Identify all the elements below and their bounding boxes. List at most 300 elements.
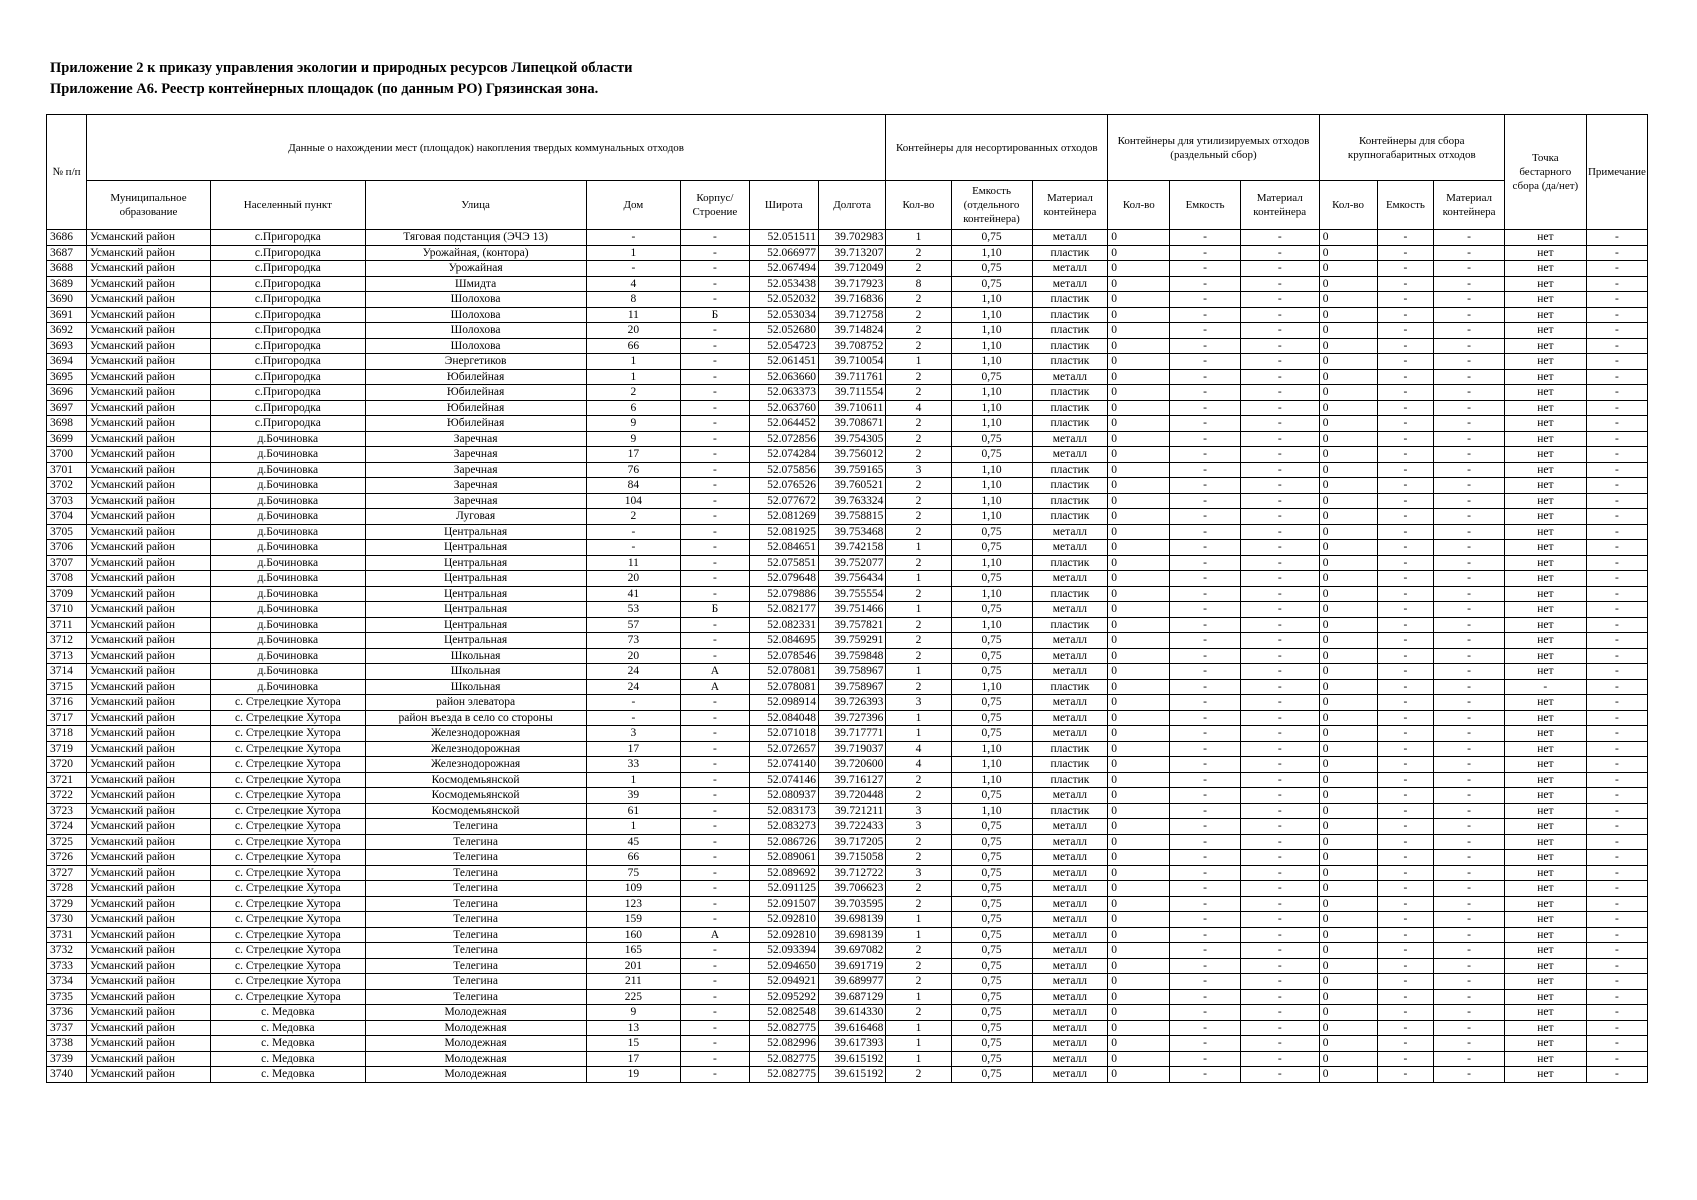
- table-row: [47, 974, 1648, 990]
- cell-cap3: -: [1377, 819, 1434, 835]
- cell-cap1: 0,75: [951, 276, 1032, 292]
- cell-qty1: 2: [886, 679, 951, 695]
- cell-cap3: -: [1377, 958, 1434, 974]
- cell-mat2: -: [1240, 261, 1319, 277]
- cell-lat: 52.082775: [749, 1067, 818, 1083]
- cell-building: -: [681, 524, 749, 540]
- cell-num: 3724: [47, 819, 87, 835]
- cell-num: 3722: [47, 788, 87, 804]
- cell-house: 17: [586, 741, 681, 757]
- cell-building: -: [681, 974, 749, 990]
- cell-house: 73: [586, 633, 681, 649]
- cell-lat: 52.084048: [749, 710, 818, 726]
- cell-lon: 39.720600: [818, 757, 885, 773]
- cell-num: 3696: [47, 385, 87, 401]
- table-row: [47, 834, 1648, 850]
- cell-building: -: [681, 633, 749, 649]
- cell-mat2: -: [1240, 912, 1319, 928]
- cell-note: -: [1586, 757, 1647, 773]
- cell-mat2: -: [1240, 292, 1319, 308]
- cell-note: -: [1586, 431, 1647, 447]
- cell-qty1: 2: [886, 261, 951, 277]
- cell-cap2: -: [1170, 555, 1240, 571]
- cell-cap2: -: [1170, 586, 1240, 602]
- cell-note: -: [1586, 385, 1647, 401]
- cell-qty3: 0: [1319, 648, 1377, 664]
- cell-num: 3721: [47, 772, 87, 788]
- cell-lat: 52.082775: [749, 1020, 818, 1036]
- cell-point: нет: [1504, 338, 1586, 354]
- cell-cap1: 0,75: [951, 726, 1032, 742]
- cell-qty3: 0: [1319, 400, 1377, 416]
- cell-mat1: металл: [1032, 974, 1108, 990]
- cell-qty1: 2: [886, 509, 951, 525]
- table-row: [47, 416, 1648, 432]
- cell-point: нет: [1504, 989, 1586, 1005]
- container-sites-table: [46, 114, 1648, 1083]
- cell-cap3: -: [1377, 741, 1434, 757]
- cell-street: Космодемьянской: [365, 788, 586, 804]
- cell-qty2: 0: [1108, 276, 1170, 292]
- cell-mat3: -: [1434, 1036, 1505, 1052]
- cell-num: 3714: [47, 664, 87, 680]
- cell-qty1: 1: [886, 571, 951, 587]
- cell-point: нет: [1504, 1051, 1586, 1067]
- cell-mat2: -: [1240, 571, 1319, 587]
- cell-qty2: 0: [1108, 1036, 1170, 1052]
- title-line-1: Приложение 2 к приказу управления экологии и природных ресурсов Липецкой области: [50, 60, 633, 76]
- cell-municipality: Усманский район: [86, 664, 210, 680]
- cell-note: -: [1586, 509, 1647, 525]
- cell-qty3: 0: [1319, 881, 1377, 897]
- cell-mat3: -: [1434, 896, 1505, 912]
- cell-lat: 52.078081: [749, 679, 818, 695]
- header-bulky-group: Контейнеры для сбора крупногабаритных отходов: [1319, 115, 1504, 181]
- cell-building: -: [681, 819, 749, 835]
- cell-building: -: [681, 1067, 749, 1083]
- cell-qty3: 0: [1319, 788, 1377, 804]
- cell-cap1: 0,75: [951, 447, 1032, 463]
- cell-settlement: д.Бочиновка: [211, 617, 366, 633]
- cell-qty2: 0: [1108, 881, 1170, 897]
- cell-cap3: -: [1377, 524, 1434, 540]
- cell-note: -: [1586, 974, 1647, 990]
- cell-note: -: [1586, 772, 1647, 788]
- cell-num: 3732: [47, 943, 87, 959]
- cell-mat2: -: [1240, 602, 1319, 618]
- cell-lon: 39.760521: [818, 478, 885, 494]
- cell-num: 3737: [47, 1020, 87, 1036]
- cell-num: 3697: [47, 400, 87, 416]
- cell-mat2: -: [1240, 741, 1319, 757]
- cell-mat1: пластик: [1032, 803, 1108, 819]
- cell-cap2: -: [1170, 1005, 1240, 1021]
- cell-mat1: металл: [1032, 1036, 1108, 1052]
- cell-lat: 52.092810: [749, 927, 818, 943]
- cell-num: 3739: [47, 1051, 87, 1067]
- cell-point: нет: [1504, 633, 1586, 649]
- cell-house: 84: [586, 478, 681, 494]
- cell-qty1: 1: [886, 912, 951, 928]
- cell-num: 3740: [47, 1067, 87, 1083]
- cell-cap2: -: [1170, 509, 1240, 525]
- cell-qty2: 0: [1108, 664, 1170, 680]
- cell-cap1: 1,10: [951, 555, 1032, 571]
- header-house: Дом: [586, 181, 681, 230]
- cell-note: -: [1586, 1005, 1647, 1021]
- cell-lon: 39.757821: [818, 617, 885, 633]
- table-row: [47, 1067, 1648, 1083]
- cell-cap3: -: [1377, 695, 1434, 711]
- cell-num: 3725: [47, 834, 87, 850]
- cell-mat3: -: [1434, 493, 1505, 509]
- cell-settlement: д.Бочиновка: [211, 540, 366, 556]
- cell-qty2: 0: [1108, 385, 1170, 401]
- cell-mat2: -: [1240, 276, 1319, 292]
- cell-mat3: -: [1434, 292, 1505, 308]
- table-row: [47, 602, 1648, 618]
- table-row: [47, 338, 1648, 354]
- cell-note: -: [1586, 1067, 1647, 1083]
- cell-point: нет: [1504, 416, 1586, 432]
- cell-cap1: 0,75: [951, 1067, 1032, 1083]
- cell-cap1: 0,75: [951, 1005, 1032, 1021]
- cell-cap1: 0,75: [951, 664, 1032, 680]
- cell-building: -: [681, 710, 749, 726]
- cell-point: нет: [1504, 710, 1586, 726]
- cell-municipality: Усманский район: [86, 633, 210, 649]
- cell-building: -: [681, 416, 749, 432]
- cell-municipality: Усманский район: [86, 307, 210, 323]
- cell-mat2: -: [1240, 493, 1319, 509]
- cell-qty3: 0: [1319, 850, 1377, 866]
- cell-lon: 39.698139: [818, 927, 885, 943]
- cell-house: 3: [586, 726, 681, 742]
- cell-cap3: -: [1377, 338, 1434, 354]
- cell-street: Телегина: [365, 896, 586, 912]
- cell-mat2: -: [1240, 989, 1319, 1005]
- cell-mat2: -: [1240, 462, 1319, 478]
- cell-street: Центральная: [365, 524, 586, 540]
- cell-cap3: -: [1377, 555, 1434, 571]
- cell-mat1: металл: [1032, 633, 1108, 649]
- cell-mat1: пластик: [1032, 385, 1108, 401]
- cell-municipality: Усманский район: [86, 400, 210, 416]
- cell-street: Юбилейная: [365, 369, 586, 385]
- cell-mat1: металл: [1032, 447, 1108, 463]
- cell-municipality: Усманский район: [86, 1051, 210, 1067]
- cell-cap3: -: [1377, 245, 1434, 261]
- table-row: [47, 726, 1648, 742]
- cell-settlement: с. Стрелецкие Хутора: [211, 850, 366, 866]
- cell-cap1: 0,75: [951, 710, 1032, 726]
- cell-mat1: пластик: [1032, 493, 1108, 509]
- cell-qty3: 0: [1319, 354, 1377, 370]
- cell-mat3: -: [1434, 586, 1505, 602]
- cell-settlement: с.Пригородка: [211, 338, 366, 354]
- cell-point: нет: [1504, 245, 1586, 261]
- cell-settlement: д.Бочиновка: [211, 679, 366, 695]
- cell-settlement: с. Медовка: [211, 1005, 366, 1021]
- cell-qty2: 0: [1108, 524, 1170, 540]
- cell-cap1: 1,10: [951, 617, 1032, 633]
- cell-lon: 39.710054: [818, 354, 885, 370]
- cell-note: -: [1586, 695, 1647, 711]
- cell-mat2: -: [1240, 958, 1319, 974]
- cell-note: -: [1586, 927, 1647, 943]
- cell-mat1: пластик: [1032, 462, 1108, 478]
- cell-cap3: -: [1377, 989, 1434, 1005]
- cell-mat3: -: [1434, 385, 1505, 401]
- cell-qty3: 0: [1319, 540, 1377, 556]
- cell-lat: 52.094921: [749, 974, 818, 990]
- cell-cap3: -: [1377, 1067, 1434, 1083]
- cell-municipality: Усманский район: [86, 540, 210, 556]
- cell-mat3: -: [1434, 1067, 1505, 1083]
- cell-cap3: -: [1377, 757, 1434, 773]
- cell-num: 3712: [47, 633, 87, 649]
- cell-settlement: с.Пригородка: [211, 230, 366, 246]
- cell-cap3: -: [1377, 416, 1434, 432]
- cell-note: -: [1586, 369, 1647, 385]
- cell-municipality: Усманский район: [86, 788, 210, 804]
- cell-qty1: 2: [886, 323, 951, 339]
- cell-lat: 52.077672: [749, 493, 818, 509]
- table-row: [47, 354, 1648, 370]
- cell-point: нет: [1504, 772, 1586, 788]
- table-row: [47, 431, 1648, 447]
- cell-mat2: -: [1240, 819, 1319, 835]
- cell-num: 3729: [47, 896, 87, 912]
- cell-qty3: 0: [1319, 974, 1377, 990]
- cell-qty2: 0: [1108, 1005, 1170, 1021]
- cell-mat3: -: [1434, 726, 1505, 742]
- cell-cap3: -: [1377, 1036, 1434, 1052]
- table-header: [47, 115, 1648, 230]
- cell-mat1: металл: [1032, 819, 1108, 835]
- cell-mat1: металл: [1032, 1067, 1108, 1083]
- cell-street: Шмидта: [365, 276, 586, 292]
- cell-mat3: -: [1434, 276, 1505, 292]
- cell-house: 33: [586, 757, 681, 773]
- cell-street: Школьная: [365, 679, 586, 695]
- cell-house: 24: [586, 679, 681, 695]
- cell-cap2: -: [1170, 679, 1240, 695]
- cell-note: -: [1586, 679, 1647, 695]
- cell-mat1: пластик: [1032, 679, 1108, 695]
- cell-mat2: -: [1240, 338, 1319, 354]
- cell-qty2: 0: [1108, 307, 1170, 323]
- cell-note: -: [1586, 524, 1647, 540]
- cell-lat: 52.075856: [749, 462, 818, 478]
- cell-street: Юбилейная: [365, 400, 586, 416]
- cell-street: Шолохова: [365, 292, 586, 308]
- cell-municipality: Усманский район: [86, 896, 210, 912]
- cell-house: 17: [586, 447, 681, 463]
- cell-mat2: -: [1240, 927, 1319, 943]
- cell-cap1: 1,10: [951, 400, 1032, 416]
- cell-cap2: -: [1170, 617, 1240, 633]
- cell-num: 3710: [47, 602, 87, 618]
- cell-mat2: -: [1240, 726, 1319, 742]
- cell-lon: 39.687129: [818, 989, 885, 1005]
- cell-num: 3699: [47, 431, 87, 447]
- cell-building: -: [681, 509, 749, 525]
- cell-qty3: 0: [1319, 664, 1377, 680]
- cell-municipality: Усманский район: [86, 710, 210, 726]
- cell-building: -: [681, 447, 749, 463]
- cell-cap3: -: [1377, 664, 1434, 680]
- cell-cap1: 1,10: [951, 757, 1032, 773]
- cell-qty2: 0: [1108, 292, 1170, 308]
- header-num: № п/п: [47, 115, 87, 230]
- cell-qty3: 0: [1319, 602, 1377, 618]
- cell-lon: 39.710611: [818, 400, 885, 416]
- cell-cap2: -: [1170, 323, 1240, 339]
- cell-street: Юбилейная: [365, 416, 586, 432]
- cell-mat1: металл: [1032, 943, 1108, 959]
- table-row: [47, 881, 1648, 897]
- cell-settlement: с. Стрелецкие Хутора: [211, 726, 366, 742]
- cell-qty1: 4: [886, 400, 951, 416]
- cell-note: -: [1586, 989, 1647, 1005]
- cell-mat1: металл: [1032, 276, 1108, 292]
- cell-qty3: 0: [1319, 927, 1377, 943]
- cell-settlement: с.Пригородка: [211, 261, 366, 277]
- cell-point: нет: [1504, 354, 1586, 370]
- cell-mat2: -: [1240, 648, 1319, 664]
- cell-lon: 39.703595: [818, 896, 885, 912]
- cell-lat: 52.063760: [749, 400, 818, 416]
- cell-house: 41: [586, 586, 681, 602]
- cell-mat3: -: [1434, 648, 1505, 664]
- cell-cap3: -: [1377, 772, 1434, 788]
- cell-mat2: -: [1240, 850, 1319, 866]
- table-row: [47, 633, 1648, 649]
- cell-mat2: -: [1240, 323, 1319, 339]
- cell-qty1: 2: [886, 416, 951, 432]
- cell-lon: 39.716127: [818, 772, 885, 788]
- cell-lon: 39.759165: [818, 462, 885, 478]
- cell-lon: 39.754305: [818, 431, 885, 447]
- cell-qty1: 2: [886, 1067, 951, 1083]
- cell-qty3: 0: [1319, 726, 1377, 742]
- cell-mat2: -: [1240, 416, 1319, 432]
- cell-point: нет: [1504, 571, 1586, 587]
- cell-street: Тяговая подстанция (ЭЧЭ 13): [365, 230, 586, 246]
- cell-street: Урожайная, (контора): [365, 245, 586, 261]
- cell-cap1: 0,75: [951, 788, 1032, 804]
- cell-cap1: 1,10: [951, 338, 1032, 354]
- cell-house: 66: [586, 850, 681, 866]
- header-lat: Широта: [749, 181, 818, 230]
- cell-house: 20: [586, 323, 681, 339]
- cell-municipality: Усманский район: [86, 447, 210, 463]
- cell-point: нет: [1504, 912, 1586, 928]
- cell-mat3: -: [1434, 462, 1505, 478]
- cell-street: Заречная: [365, 493, 586, 509]
- table-row: [47, 850, 1648, 866]
- cell-settlement: с.Пригородка: [211, 307, 366, 323]
- cell-qty2: 0: [1108, 726, 1170, 742]
- cell-cap1: 1,10: [951, 354, 1032, 370]
- cell-building: А: [681, 927, 749, 943]
- cell-cap3: -: [1377, 710, 1434, 726]
- cell-building: -: [681, 788, 749, 804]
- cell-municipality: Усманский район: [86, 431, 210, 447]
- cell-mat1: металл: [1032, 602, 1108, 618]
- cell-cap1: 0,75: [951, 943, 1032, 959]
- cell-point: нет: [1504, 602, 1586, 618]
- cell-point: нет: [1504, 927, 1586, 943]
- cell-building: -: [681, 726, 749, 742]
- cell-note: -: [1586, 602, 1647, 618]
- cell-municipality: Усманский район: [86, 524, 210, 540]
- cell-qty1: 4: [886, 757, 951, 773]
- cell-house: 225: [586, 989, 681, 1005]
- cell-mat3: -: [1434, 1020, 1505, 1036]
- cell-settlement: с. Стрелецкие Хутора: [211, 958, 366, 974]
- cell-settlement: д.Бочиновка: [211, 447, 366, 463]
- cell-cap3: -: [1377, 912, 1434, 928]
- cell-qty2: 0: [1108, 648, 1170, 664]
- cell-house: 104: [586, 493, 681, 509]
- cell-lat: 52.091507: [749, 896, 818, 912]
- cell-mat2: -: [1240, 695, 1319, 711]
- cell-qty2: 0: [1108, 571, 1170, 587]
- cell-cap2: -: [1170, 540, 1240, 556]
- cell-street: Центральная: [365, 617, 586, 633]
- cell-point: нет: [1504, 385, 1586, 401]
- cell-qty1: 1: [886, 726, 951, 742]
- cell-qty2: 0: [1108, 927, 1170, 943]
- cell-street: Школьная: [365, 648, 586, 664]
- cell-mat2: -: [1240, 834, 1319, 850]
- cell-house: -: [586, 230, 681, 246]
- cell-mat3: -: [1434, 741, 1505, 757]
- cell-mat1: металл: [1032, 1051, 1108, 1067]
- cell-mat3: -: [1434, 664, 1505, 680]
- cell-settlement: с. Стрелецкие Хутора: [211, 912, 366, 928]
- cell-mat2: -: [1240, 478, 1319, 494]
- cell-street: Центральная: [365, 633, 586, 649]
- cell-note: -: [1586, 493, 1647, 509]
- cell-settlement: с.Пригородка: [211, 292, 366, 308]
- cell-mat3: -: [1434, 710, 1505, 726]
- table-row: [47, 586, 1648, 602]
- cell-cap3: -: [1377, 447, 1434, 463]
- cell-lat: 52.086726: [749, 834, 818, 850]
- cell-mat2: -: [1240, 555, 1319, 571]
- table-row: [47, 710, 1648, 726]
- cell-house: 1: [586, 772, 681, 788]
- cell-qty3: 0: [1319, 586, 1377, 602]
- table-row: [47, 896, 1648, 912]
- cell-house: 9: [586, 431, 681, 447]
- cell-num: 3728: [47, 881, 87, 897]
- cell-point: нет: [1504, 555, 1586, 571]
- cell-cap2: -: [1170, 478, 1240, 494]
- cell-municipality: Усманский район: [86, 416, 210, 432]
- cell-num: 3718: [47, 726, 87, 742]
- cell-building: -: [681, 261, 749, 277]
- cell-building: -: [681, 881, 749, 897]
- table-row: [47, 400, 1648, 416]
- cell-qty2: 0: [1108, 338, 1170, 354]
- table-row: [47, 617, 1648, 633]
- cell-municipality: Усманский район: [86, 493, 210, 509]
- cell-mat1: металл: [1032, 834, 1108, 850]
